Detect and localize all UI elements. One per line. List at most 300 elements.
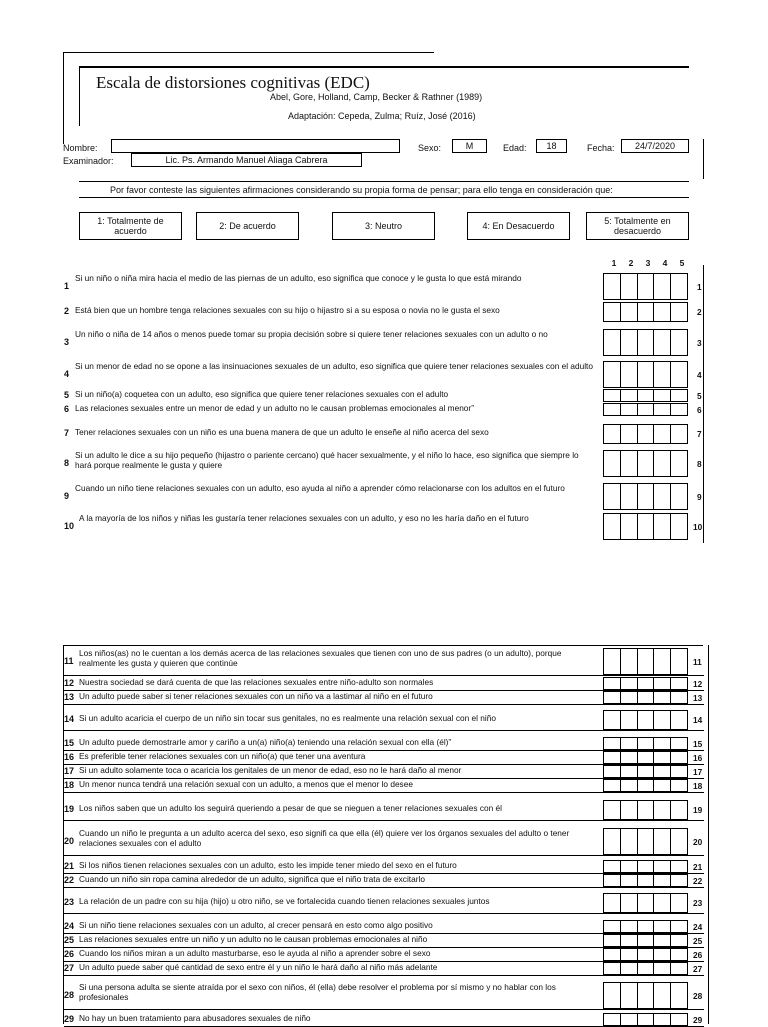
form-right-rule [703,139,704,179]
answer-cell-5[interactable] [671,949,687,960]
answer-cell-2[interactable] [621,451,638,476]
scale-option-5: 5: Totalmente en desacuerdo [586,212,689,240]
item-number-right: 2 [697,307,702,317]
item-text: Cuando un niño tiene relaciones sexuales con un adulto, eso ayuda al niño a aprender cómo relacionarse con los adultos en el futuro [75,483,565,493]
answer-cell-5[interactable] [671,983,687,1008]
age-field[interactable] [536,139,567,153]
answer-cell-3[interactable] [638,963,655,974]
title-rule [79,66,689,68]
item-number: 25 [64,934,75,945]
item-text: Las relaciones sexuales entre un niño y un adulto no le causan problemas emocionales al niño [79,934,428,944]
answer-cell-4[interactable] [654,484,671,509]
adaptation: Adaptación: Cepeda, Zulma; Ruíz, José (2016) [288,111,476,121]
item-number: 26 [64,948,75,959]
item-number-right: 11 [693,656,702,667]
item-text: Si un adulto acaricia el cuerpo de un niño sin tocar sus genitales, no es realmente una relación sexual con el niño [79,713,496,723]
row-rule [64,792,704,793]
answer-grid [603,934,688,947]
answer-cell-4[interactable] [654,921,671,932]
answer-cell-4[interactable] [654,649,671,674]
answer-cell-1[interactable] [604,514,621,539]
answer-grid [603,962,688,975]
item-text: Si una persona adulta se siente atraída por el sexo con niños, él (ella) debe resolver el problema por sí mismo y no hablar con los profesionales [79,982,556,1002]
item-number: 27 [64,962,75,973]
answer-grid [603,1013,688,1026]
answer-cell-1[interactable] [604,330,621,355]
left-rule [63,52,64,144]
answer-cell-5[interactable] [671,752,687,763]
item-number: 5 [64,389,70,400]
answer-grid [603,948,688,961]
answer-cell-5[interactable] [671,1014,687,1025]
answer-cell-2[interactable] [621,404,638,415]
answer-cell-4[interactable] [654,390,671,401]
answer-cell-3[interactable] [638,921,655,932]
answer-grid [603,893,688,913]
answer-grid [603,751,688,764]
item-number: 15 [64,737,75,748]
answer-cell-1[interactable] [604,801,621,819]
answer-cell-2[interactable] [621,484,638,509]
answer-cell-4[interactable] [654,451,671,476]
answer-cell-4[interactable] [654,894,671,912]
row-rule [64,855,704,856]
answer-grid [603,424,688,444]
answer-cell-4[interactable] [654,949,671,960]
answer-cell-1[interactable] [604,692,621,703]
answer-cell-2[interactable] [621,861,638,872]
answer-cell-2[interactable] [621,983,638,1008]
items-right-rule-2 [708,645,709,1024]
answer-grid [603,389,688,402]
item-text: Los niños(as) no le cuentan a los demás acerca de las relaciones sexuales que tienen con uno de sus padres (o un adulto), porque realmente les gusta y quieren que continúe [79,648,562,668]
item-number-right: 6 [697,404,702,415]
answer-grid [603,737,688,750]
name-label: Nombre: [63,143,98,153]
answer-cell-2[interactable] [621,330,638,355]
answer-cell-2[interactable] [621,766,638,777]
item-number-right: 27 [693,963,703,974]
answer-cell-3[interactable] [638,404,655,415]
row-rule [64,887,704,888]
answer-grid [603,982,688,1009]
sex-label: Sexo: [418,143,442,153]
item-number: 2 [64,306,70,316]
item-text: Cuando los niños miran a un adulto masturbarse, eso le ayuda al niño a aprender sobre el sexo [79,948,431,958]
answer-cell-3[interactable] [638,649,655,674]
instructions-top-rule [79,181,689,182]
item-number: 24 [64,920,75,931]
answer-cell-2[interactable] [621,963,638,974]
answer-cell-1[interactable] [604,829,621,854]
date-field[interactable] [621,139,689,153]
item-number: 18 [64,779,75,790]
answer-cell-1[interactable] [604,894,621,912]
answer-cell-4[interactable] [654,935,671,946]
item-number: 6 [64,403,70,414]
row-rule [64,1009,704,1010]
answer-cell-5[interactable] [671,330,687,355]
answer-grid [603,765,688,778]
item-number: 16 [64,751,75,762]
item-text: Es preferible tener relaciones sexuales con un niño(a) que tener una aventura [79,751,366,761]
answer-cell-3[interactable] [638,780,655,791]
item-number: 17 [64,765,75,776]
answer-grid [603,800,688,820]
sex-value: M [465,141,474,151]
answer-cell-1[interactable] [604,963,621,974]
item-number: 13 [64,691,75,702]
answer-grid [603,513,688,540]
age-value: 18 [546,141,557,151]
answer-grid [603,483,688,510]
answer-cell-5[interactable] [671,404,687,415]
answer-cell-1[interactable] [604,738,621,749]
answer-cell-2[interactable] [621,738,638,749]
answer-cell-1[interactable] [604,935,621,946]
row-rule [64,975,704,976]
examiner-label: Examinador: [63,156,114,166]
scale-option-3: 3: Neutro [332,212,435,240]
answer-cell-1[interactable] [604,752,621,763]
answer-cell-5[interactable] [671,801,687,819]
instructions: Por favor conteste las siguientes afirmaciones considerando su propia forma de pensar; para ello tenga en consideración que: [110,185,613,195]
column-header-4: 4 [662,258,668,268]
item-number-right: 20 [693,836,703,847]
answer-cell-2[interactable] [621,875,638,886]
item-number: 12 [64,677,75,688]
answer-cell-4[interactable] [654,875,671,886]
page-title: Escala de distorsiones cognitivas (EDC) [96,73,370,92]
answer-cell-4[interactable] [654,303,671,321]
answer-grid [603,779,688,792]
item-number: 1 [64,280,70,291]
answer-cell-1[interactable] [604,1014,621,1025]
answer-cell-4[interactable] [654,274,671,299]
answer-cell-3[interactable] [638,303,655,321]
answer-cell-1[interactable] [604,484,621,509]
item-text: Nuestra sociedad se dará cuenta de que las relaciones sexuales entre niño-adulto son normales [79,677,434,687]
item-text: La relación de un padre con su hija (hijo) u otro niño, se ve fortalecida cuando tienen relaciones sexuales juntos [79,896,490,906]
sex-field[interactable] [452,139,487,153]
answer-cell-4[interactable] [654,766,671,777]
item-text: Un menor nunca tendrá una relación sexual con un adulto, a menos que el menor lo desee [79,779,413,789]
answer-grid [603,920,688,933]
answer-cell-5[interactable] [671,921,687,932]
answer-cell-4[interactable] [654,711,671,729]
age-label: Edad: [503,143,527,153]
answer-grid [603,677,688,690]
answer-cell-2[interactable] [621,829,638,854]
answer-cell-1[interactable] [604,875,621,886]
examiner-field[interactable] [131,153,362,167]
answer-cell-1[interactable] [604,451,621,476]
item-text: Está bien que un hombre tenga relaciones sexuales con su hijo o hijastro si a su esposa o novia no le gusta el sexo [75,305,500,315]
item-text: Un adulto puede saber si tener relaciones sexuales con un niño va a lastimar al niño en el futuro [79,691,433,701]
item-number: 10 [64,520,75,531]
answer-cell-4[interactable] [654,738,671,749]
answer-cell-4[interactable] [654,404,671,415]
answer-cell-4[interactable] [654,692,671,703]
instructions-bottom-rule [79,197,689,198]
answer-cell-3[interactable] [638,738,655,749]
item-text: Cuando un niño le pregunta a un adulto acerca del sexo, eso signifi ca que ella (él) quiere ver los órganos sexuales del adulto o tener relaciones sexuales con el adulto [79,828,570,848]
row-rule [64,704,704,705]
answer-cell-1[interactable] [604,861,621,872]
answer-cell-3[interactable] [638,678,655,689]
answer-cell-4[interactable] [654,983,671,1008]
answer-cell-4[interactable] [654,514,671,539]
answer-cell-5[interactable] [671,738,687,749]
answer-cell-2[interactable] [621,362,638,387]
answer-cell-2[interactable] [621,678,638,689]
answer-grid [603,361,688,388]
answer-cell-2[interactable] [621,921,638,932]
title-left-rule [79,66,80,126]
answer-cell-2[interactable] [621,780,638,791]
answer-cell-5[interactable] [671,484,687,509]
answer-cell-3[interactable] [638,875,655,886]
answer-cell-5[interactable] [671,649,687,674]
answer-cell-3[interactable] [638,330,655,355]
item-number: 20 [64,835,75,846]
item-number: 21 [64,860,75,871]
top-rule [63,52,434,53]
answer-cell-3[interactable] [638,484,655,509]
answer-cell-2[interactable] [621,649,638,674]
answer-cell-1[interactable] [604,949,621,960]
answer-grid [603,450,688,477]
answer-cell-3[interactable] [638,514,655,539]
answer-cell-5[interactable] [671,829,687,854]
answer-cell-3[interactable] [638,425,655,443]
answer-cell-2[interactable] [621,390,638,401]
answer-grid [603,329,688,356]
item-number: 19 [64,804,75,814]
answer-cell-5[interactable] [671,963,687,974]
answer-cell-3[interactable] [638,935,655,946]
item-number-right: 1 [697,281,702,292]
answer-cell-2[interactable] [621,752,638,763]
answer-cell-1[interactable] [604,921,621,932]
answer-cell-5[interactable] [671,780,687,791]
examiner-value: Lic. Ps. Armando Manuel Aliaga Cabrera [165,155,328,165]
scale-option-2: 2: De acuerdo [196,212,299,240]
answer-cell-4[interactable] [654,425,671,443]
items-right-rule-1 [703,265,704,543]
item-number-right: 23 [693,898,703,908]
answer-cell-3[interactable] [638,983,655,1008]
answer-cell-3[interactable] [638,711,655,729]
answer-cell-4[interactable] [654,829,671,854]
answer-cell-2[interactable] [621,692,638,703]
answer-cell-1[interactable] [604,766,621,777]
item-number-right: 8 [697,458,702,469]
answer-cell-3[interactable] [638,451,655,476]
answer-cell-4[interactable] [654,752,671,763]
answer-cell-2[interactable] [621,935,638,946]
item-number-right: 25 [693,935,703,946]
answer-cell-4[interactable] [654,678,671,689]
answer-cell-4[interactable] [654,801,671,819]
answer-cell-5[interactable] [671,875,687,886]
item-text: No hay un buen tratamiento para abusadores sexuales de niño [79,1013,311,1023]
answer-cell-5[interactable] [671,711,687,729]
answer-cell-5[interactable] [671,390,687,401]
answer-cell-2[interactable] [621,894,638,912]
answer-cell-1[interactable] [604,390,621,401]
page2-top-rule [63,645,703,646]
answer-cell-3[interactable] [638,766,655,777]
item-text: Un niño o niña de 14 años o menos puede tomar su propia decisión sobre si quiere tener relaciones sexuales con un adulto o no [75,329,548,339]
answer-cell-3[interactable] [638,949,655,960]
column-header-3: 3 [645,258,651,268]
answer-cell-5[interactable] [671,274,687,299]
row-rule [64,913,704,914]
item-number-right: 10 [693,521,703,532]
date-label: Fecha: [587,143,615,153]
answer-grid [603,828,688,855]
answer-grid [603,648,688,675]
column-header-1: 1 [611,258,617,268]
answer-cell-5[interactable] [671,425,687,443]
item-number-right: 14 [693,715,703,725]
answer-cell-1[interactable] [604,425,621,443]
item-number-right: 15 [693,738,703,749]
item-text: Un adulto puede demostrarle amor y cariño a un(a) niño(a) teniendo una relación sexual con ella (él)” [79,737,452,747]
item-number-right: 19 [693,805,703,815]
answer-cell-2[interactable] [621,425,638,443]
item-number-right: 16 [693,752,703,763]
answer-cell-5[interactable] [671,303,687,321]
answer-cell-5[interactable] [671,514,687,539]
answer-grid [603,403,688,416]
answer-cell-3[interactable] [638,1014,655,1025]
answer-cell-1[interactable] [604,303,621,321]
answer-cell-4[interactable] [654,1014,671,1025]
answer-cell-5[interactable] [671,861,687,872]
item-text: Si un niño tiene relaciones sexuales con un adulto, al crecer pensará en esto como algo positivo [79,920,433,930]
item-number: 28 [64,989,75,1000]
authors: Abel, Gore, Holland, Camp, Becker & Rathner (1989) [270,92,483,102]
name-field[interactable] [111,139,400,153]
item-text: Si un adulto solamente toca o acaricia los genitales de un menor de edad, eso no le hará daño al menor [79,765,462,775]
answer-cell-1[interactable] [604,678,621,689]
item-number-right: 18 [693,780,703,791]
answer-cell-5[interactable] [671,894,687,912]
item-text: Los niños saben que un adulto los seguirá queriendo a pesar de que se nieguen a tener relaciones sexuales con él [79,803,502,813]
item-number-right: 3 [697,337,702,348]
date-value: 24/7/2020 [634,141,676,151]
answer-cell-2[interactable] [621,514,638,539]
answer-cell-5[interactable] [671,692,687,703]
answer-cell-4[interactable] [654,330,671,355]
scale-option-4: 4: En Desacuerdo [467,212,570,240]
item-number-right: 21 [693,861,703,872]
item-number-right: 17 [693,766,703,777]
item-number: 22 [64,874,75,885]
answer-cell-1[interactable] [604,649,621,674]
item-number: 7 [64,428,70,438]
item-number-right: 9 [697,491,702,502]
row-rule [64,675,704,676]
answer-cell-3[interactable] [638,861,655,872]
answer-cell-3[interactable] [638,894,655,912]
answer-cell-5[interactable] [671,935,687,946]
item-number-right: 29 [693,1014,703,1025]
answer-cell-3[interactable] [638,390,655,401]
answer-cell-4[interactable] [654,963,671,974]
item-number: 29 [64,1013,75,1024]
item-text: Cuando un niño sin ropa camina alrededor de un adulto, significa que el niño trata de excitarlo [79,874,425,884]
item-text: Si los niños tienen relaciones sexuales con un adulto, esto les impide tener miedo del sexo en el futuro [79,860,457,870]
answer-cell-5[interactable] [671,362,687,387]
item-number-right: 22 [693,875,703,886]
answer-grid [603,691,688,704]
item-number-right: 28 [693,990,703,1001]
scale-option-1: 1: Totalmente de acuerdo [79,212,182,240]
answer-cell-5[interactable] [671,451,687,476]
answer-grid [603,874,688,887]
column-header-2: 2 [628,258,634,268]
answer-cell-3[interactable] [638,829,655,854]
item-number-right: 7 [697,429,702,439]
item-text: Si un niño o niña mira hacia el medio de las piernas de un adulto, eso significa que conoce y le gusta lo que está mirando [75,273,522,283]
answer-cell-3[interactable] [638,692,655,703]
answer-cell-1[interactable] [604,983,621,1008]
item-number: 8 [64,457,70,468]
item-text: Si un adulto le dice a su hijo pequeño (hijastro o pariente cercano) qué hacer sexualmente, y el niño lo hace, eso significa que siempre lo hará porque realmente le gusta y quiere [75,450,579,470]
answer-grid [603,302,688,322]
answer-cell-4[interactable] [654,861,671,872]
item-number: 11 [64,655,74,666]
answer-cell-5[interactable] [671,678,687,689]
answer-cell-3[interactable] [638,801,655,819]
answer-cell-1[interactable] [604,274,621,299]
answer-cell-1[interactable] [604,404,621,415]
column-header-5: 5 [679,258,685,268]
row-rule [64,820,704,821]
answer-cell-2[interactable] [621,949,638,960]
item-number-right: 24 [693,921,703,932]
page2-left-rule [63,645,64,1024]
answer-grid [603,860,688,873]
item-number: 14 [64,714,75,724]
answer-cell-2[interactable] [621,801,638,819]
item-text: A la mayoría de los niños y niñas les gustaría tener relaciones sexuales con un adulto, y eso no les haría daño en el futuro [79,513,529,523]
answer-cell-2[interactable] [621,274,638,299]
answer-cell-2[interactable] [621,1014,638,1025]
answer-cell-4[interactable] [654,780,671,791]
answer-cell-2[interactable] [621,711,638,729]
answer-cell-1[interactable] [604,362,621,387]
answer-cell-3[interactable] [638,752,655,763]
answer-cell-3[interactable] [638,362,655,387]
answer-cell-4[interactable] [654,362,671,387]
item-text: Un adulto puede saber qué cantidad de sexo entre él y un niño le hará daño al niño más adelante [79,962,438,972]
item-number-right: 12 [693,678,703,689]
answer-cell-1[interactable] [604,780,621,791]
item-text: Si un niño(a) coquetea con un adulto, eso significa que quiere tener relaciones sexuales con el adulto [75,389,449,399]
item-text: Las relaciones sexuales entre un menor de edad y un adulto no le causan problemas emocionales al menor” [75,403,474,413]
answer-cell-1[interactable] [604,711,621,729]
item-number: 9 [64,490,70,501]
answer-cell-2[interactable] [621,303,638,321]
item-number-right: 5 [697,390,702,401]
answer-cell-3[interactable] [638,274,655,299]
answer-cell-5[interactable] [671,766,687,777]
row-rule [64,730,704,731]
